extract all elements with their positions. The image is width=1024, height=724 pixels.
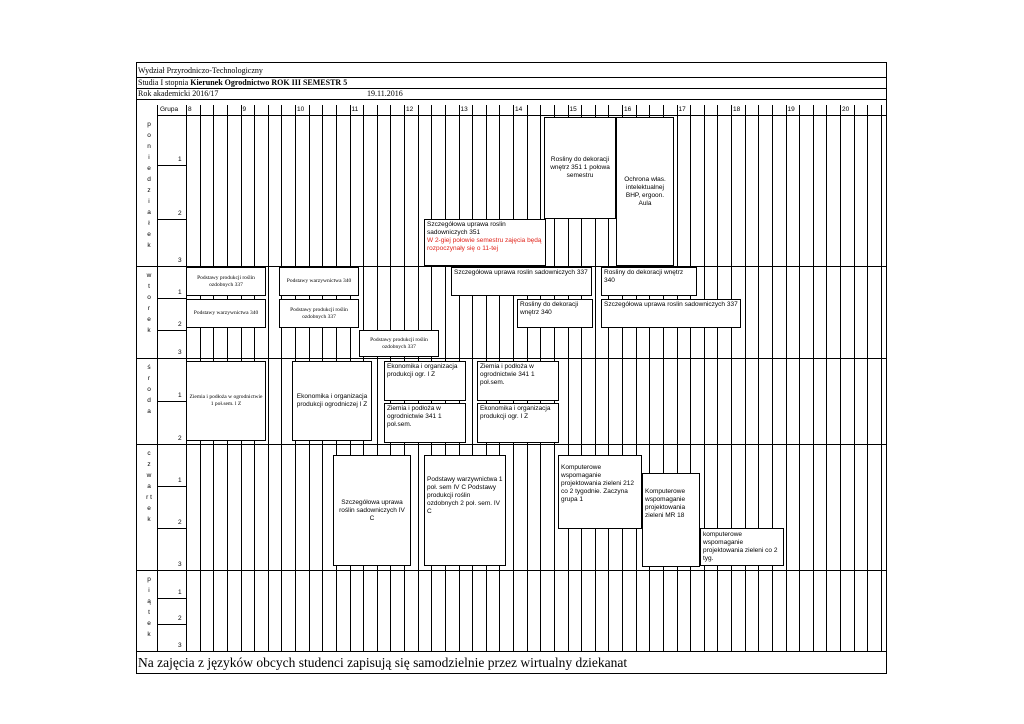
group-number: 1 — [178, 589, 182, 596]
class-block: Szczegółowa uprawa roslin sadowniczych 337 — [451, 267, 592, 296]
group-number: 2 — [178, 210, 182, 217]
class-block: Ekonomika i organizacja produkcji ogr. I Z — [384, 361, 466, 401]
group-row-line — [157, 624, 186, 625]
class-block: Ekonomika i organizacja produkcji ogr. I Z — [477, 403, 559, 443]
group-number: 3 — [178, 349, 182, 356]
class-block: Ziemia i podłoża w ogrodnictwie 1 poł.sem. l Z — [186, 361, 266, 441]
group-number: 3 — [178, 257, 182, 264]
group-row-line — [157, 401, 186, 402]
academic-year: Rok akademicki 2016/17 — [138, 89, 219, 98]
faculty-title: Wydział Przyrodniczo-Technologiczny — [138, 66, 263, 75]
group-number: 2 — [178, 519, 182, 526]
day-label: w t o r e k — [146, 272, 152, 334]
group-number: 1 — [178, 392, 182, 399]
class-block: Podstawy warzywnictwa 340 — [186, 299, 266, 328]
class-block: Ziemia i podłoża w ogrodnictwie 341 1 poł.sem. — [477, 361, 559, 401]
class-block: komputerowe wspomaganie projektowania zieleni co 2 tyg. — [700, 528, 784, 566]
class-block: Podstawy warzywnictwa 340 — [279, 267, 359, 296]
schedule-date: 19.11.2016 — [367, 89, 403, 98]
group-number: 2 — [178, 615, 182, 622]
class-block: Komputerowe wspomaganie projektowania zieleni 212 co 2 tygodnie. Zaczyna grupa 1 — [558, 455, 642, 529]
group-number: 3 — [178, 561, 182, 568]
hour-label: 16 — [624, 106, 632, 113]
group-number: 2 — [178, 435, 182, 442]
group-number: 1 — [178, 156, 182, 163]
group-row-line — [157, 298, 186, 299]
class-block: Rosliny do dekoracji wnętrz 340 — [601, 267, 697, 296]
hour-label: 14 — [515, 106, 523, 113]
group-number: 2 — [178, 321, 182, 328]
class-block: Ochrona włas. intelektualnej BHP, ergoon. Aula — [616, 117, 674, 266]
class-note-red: W 2-giej połowie semestru zajęcia będą rozpoczynały się o 11-tej — [427, 237, 542, 252]
hour-label: 8 — [188, 106, 192, 113]
day-separator — [136, 651, 887, 652]
class-block: Rosliny do dekoracji wnętrz 340 — [517, 299, 593, 328]
hour-label: 20 — [842, 106, 850, 113]
hour-label: 19 — [787, 106, 795, 113]
day-label: p i ą t e k — [147, 576, 151, 638]
group-row-line — [157, 219, 186, 220]
class-block: Szczegółowa uprawa roslin sadowniczych 337 — [601, 299, 741, 328]
class-block: Podstawy produkcji roślin ozdobnych 337 — [359, 330, 439, 357]
day-separator — [136, 358, 887, 359]
day-separator — [136, 570, 887, 571]
hour-label: 9 — [242, 106, 247, 113]
class-block: Szczegółowa uprawa roślin sadowniczych IV C — [333, 455, 411, 566]
group-number: 3 — [178, 642, 182, 649]
group-row-line — [157, 598, 186, 599]
study-line: Studia I stopnia Kierunek Ogrodnictwo ROK III SEMESTR 5 — [138, 78, 348, 87]
hour-label: 13 — [460, 106, 468, 113]
day-label: ś r o d a — [147, 364, 151, 415]
hour-label: 15 — [569, 106, 577, 113]
class-block: Ekonomika i organizacja produkcji ogrodniczej I Z — [292, 361, 372, 441]
group-row-line — [157, 165, 186, 166]
hour-label: 12 — [406, 106, 414, 113]
group-row-line — [157, 528, 186, 529]
group-row-line — [157, 486, 186, 487]
header-row-line — [157, 115, 887, 116]
class-block: Komputerowe wspomaganie projektowania zieleni MR 18 — [642, 473, 700, 567]
class-block: Szczegółowa uprawa roslin sadowniczych 351 W 2-giej połowie semestru zajęcia będą rozpoczynały się o 11-tej — [424, 219, 546, 266]
group-header-label: Grupa — [160, 106, 179, 113]
day-label: p o n i e d z i a ł e k — [147, 121, 151, 249]
day-separator — [136, 444, 887, 445]
day-label: c z w a r t e k — [146, 450, 152, 523]
group-number: 1 — [178, 289, 182, 296]
group-row-line — [157, 330, 186, 331]
class-block: Podstawy produkcji roślin ozdobnych 337 — [279, 299, 359, 328]
hour-label: 11 — [351, 106, 359, 113]
group-number: 1 — [178, 477, 182, 484]
hour-label: 10 — [297, 106, 305, 113]
class-block: Ziemia i podłoża w ogrodnictwie 341 1 poł.sem. — [384, 403, 466, 443]
hour-label: 17 — [678, 106, 686, 113]
footer-note: Na zajęcia z języków obcych studenci zapisują się samodzielnie przez wirtualny dziekanat — [138, 655, 628, 670]
class-block: Podstawy warzywnictwa 1 poł. sem IV C Podstawy produkcji roślin ozdobnych 2 poł. sem. IV C — [424, 455, 506, 566]
class-block: Rosliny do dekoracji wnętrz 351 1 połowa semestru — [544, 117, 616, 219]
hour-label: 18 — [733, 106, 741, 113]
class-block: Podstawy produkcji roślin ozdobnych 337 — [186, 267, 266, 296]
